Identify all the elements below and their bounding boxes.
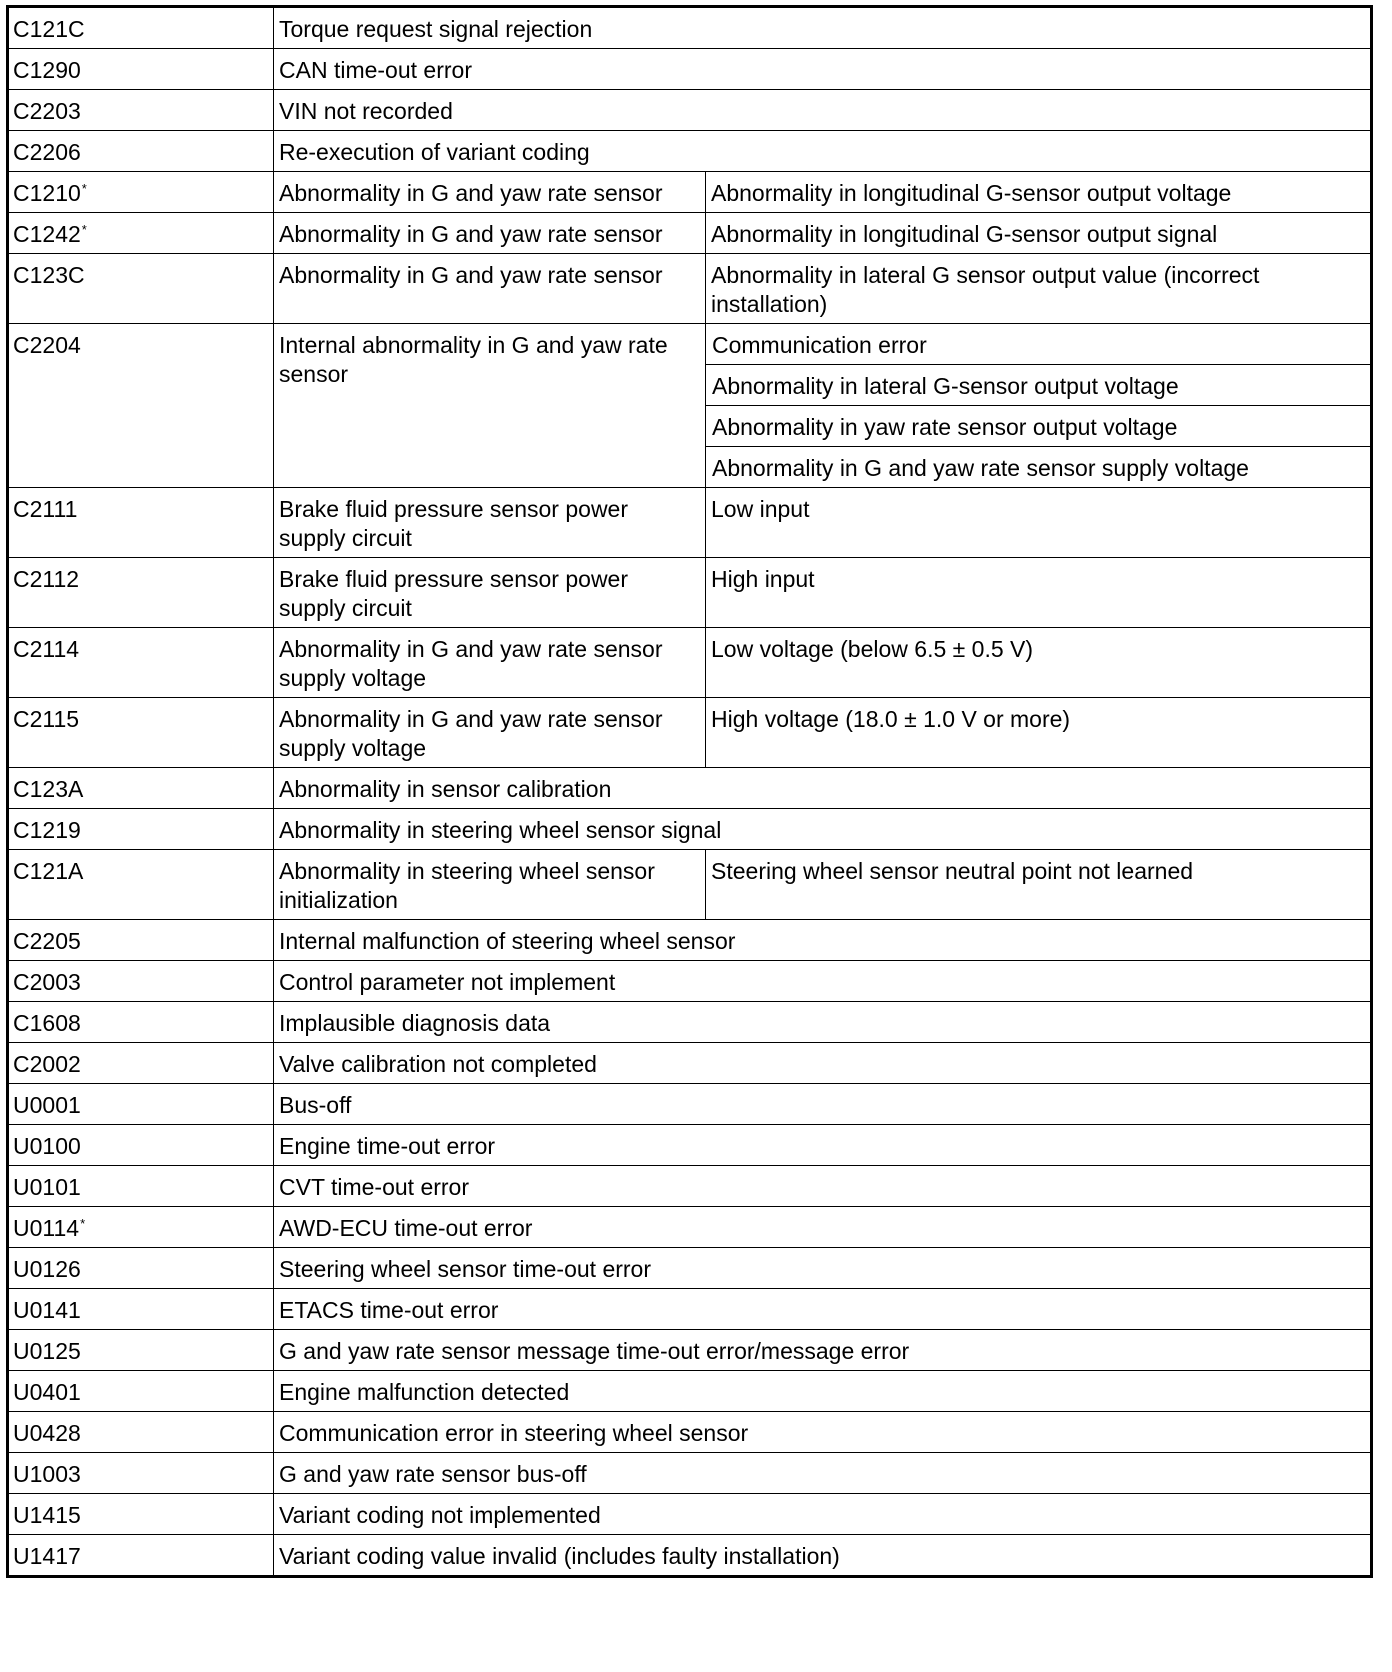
dtc-description: Steering wheel sensor time-out error (274, 1248, 1372, 1289)
dtc-code: U1415 (13, 1502, 81, 1528)
dtc-code-cell (8, 1166, 274, 1207)
dtc-description: Abnormality in steering wheel sensor signal (274, 809, 1372, 850)
dtc-code: C2204 (13, 332, 81, 358)
table-row (8, 1535, 1372, 1577)
table-row (8, 324, 1372, 488)
table-row (8, 628, 1372, 698)
dtc-code-cell (8, 131, 274, 172)
table-row (8, 254, 1372, 324)
dtc-code: C2203 (13, 98, 81, 124)
dtc-description: Torque request signal rejection (274, 7, 1372, 49)
dtc-detail: Steering wheel sensor neutral point not learned (706, 850, 1372, 920)
dtc-code: C1210 (13, 180, 81, 206)
dtc-description: VIN not recorded (274, 90, 1372, 131)
table-row (8, 49, 1372, 90)
dtc-code-cell (8, 1125, 274, 1166)
table-row (8, 1084, 1372, 1125)
dtc-code-cell (8, 213, 274, 254)
table-row (8, 1043, 1372, 1084)
table-row (8, 1330, 1372, 1371)
dtc-description: Abnormality in G and yaw rate sensor (274, 213, 706, 254)
dtc-detail-item: Abnormality in yaw rate sensor output voltage (706, 405, 1370, 446)
dtc-code-cell (8, 1207, 274, 1248)
dtc-code-footnote-mark: * (81, 181, 87, 196)
dtc-description: Internal malfunction of steering wheel sensor (274, 920, 1372, 961)
dtc-detail: Abnormality in longitudinal G-sensor output voltage (706, 172, 1372, 213)
dtc-code: C1290 (13, 57, 81, 83)
dtc-code: C2003 (13, 969, 81, 995)
dtc-description: G and yaw rate sensor bus-off (274, 1453, 1372, 1494)
dtc-description: Brake fluid pressure sensor power supply circuit (274, 488, 706, 558)
table-row (8, 850, 1372, 920)
dtc-code-cell (8, 961, 274, 1002)
dtc-description: Internal abnormality in G and yaw rate sensor (274, 324, 706, 488)
dtc-code: U0401 (13, 1379, 81, 1405)
dtc-description: Communication error in steering wheel sensor (274, 1412, 1372, 1453)
dtc-description: G and yaw rate sensor message time-out error/message error (274, 1330, 1372, 1371)
table-row (8, 809, 1372, 850)
table-row (8, 172, 1372, 213)
dtc-code: C2115 (13, 706, 80, 732)
dtc-detail: Low input (706, 488, 1372, 558)
dtc-detail: High input (706, 558, 1372, 628)
dtc-detail: Low voltage (below 6.5 ± 0.5 V) (706, 628, 1372, 698)
dtc-code-cell (8, 254, 274, 324)
dtc-description: Abnormality in G and yaw rate sensor supply voltage (274, 698, 706, 768)
dtc-description: Abnormality in steering wheel sensor initialization (274, 850, 706, 920)
dtc-description: Bus-off (274, 1084, 1372, 1125)
dtc-code-footnote-mark: * (81, 222, 87, 237)
dtc-code: C2206 (13, 139, 81, 165)
dtc-code-cell (8, 1248, 274, 1289)
dtc-detail-item: Abnormality in G and yaw rate sensor supply voltage (706, 446, 1370, 487)
dtc-code-cell (8, 90, 274, 131)
dtc-detail: High voltage (18.0 ± 1.0 V or more) (706, 698, 1372, 768)
table-row (8, 920, 1372, 961)
dtc-code-cell (8, 488, 274, 558)
dtc-code-cell (8, 1084, 274, 1125)
dtc-description: Brake fluid pressure sensor power supply circuit (274, 558, 706, 628)
dtc-code: U0114 (13, 1215, 80, 1241)
dtc-code-cell (8, 7, 274, 49)
dtc-code-cell (8, 850, 274, 920)
dtc-detail: Abnormality in longitudinal G-sensor output signal (706, 213, 1372, 254)
dtc-code-cell (8, 1453, 274, 1494)
dtc-description: CAN time-out error (274, 49, 1372, 90)
dtc-detail: Abnormality in lateral G sensor output value (incorrect installation) (706, 254, 1372, 324)
table-row (8, 558, 1372, 628)
table-row (8, 1125, 1372, 1166)
dtc-description: Control parameter not implement (274, 961, 1372, 1002)
dtc-code-cell (8, 1535, 274, 1577)
table-row (8, 213, 1372, 254)
dtc-code: C1219 (13, 817, 81, 843)
dtc-code-cell (8, 558, 274, 628)
dtc-code-footnote-mark: * (80, 1216, 86, 1231)
dtc-code-cell (8, 1043, 274, 1084)
dtc-code-cell (8, 768, 274, 809)
table-row (8, 131, 1372, 172)
dtc-code: U0428 (13, 1420, 81, 1446)
dtc-description: Variant coding not implemented (274, 1494, 1372, 1535)
table-row (8, 1289, 1372, 1330)
dtc-code-cell (8, 324, 274, 488)
dtc-code-cell (8, 172, 274, 213)
dtc-detail-item: Abnormality in lateral G-sensor output voltage (706, 364, 1370, 405)
dtc-description: Engine malfunction detected (274, 1371, 1372, 1412)
dtc-code: U1003 (13, 1461, 81, 1487)
table-row (8, 1002, 1372, 1043)
table-row (8, 961, 1372, 1002)
dtc-code: C2112 (13, 566, 80, 592)
dtc-description: CVT time-out error (274, 1166, 1372, 1207)
dtc-code: C1242 (13, 221, 81, 247)
dtc-detail-item: Communication error (712, 332, 927, 358)
dtc-description: Abnormality in sensor calibration (274, 768, 1372, 809)
dtc-code-cell (8, 809, 274, 850)
dtc-code: C2111 (13, 496, 78, 522)
table-row (8, 768, 1372, 809)
dtc-detail-list (706, 324, 1370, 487)
dtc-description: AWD-ECU time-out error (274, 1207, 1372, 1248)
dtc-code: C2002 (13, 1051, 81, 1077)
dtc-code-cell (8, 1002, 274, 1043)
dtc-code: U0141 (13, 1297, 81, 1323)
dtc-description: Abnormality in G and yaw rate sensor supply voltage (274, 628, 706, 698)
dtc-code: C121A (13, 858, 84, 884)
dtc-code: U0126 (13, 1256, 81, 1282)
dtc-description: Engine time-out error (274, 1125, 1372, 1166)
dtc-code: C123C (13, 262, 85, 288)
dtc-code-cell (8, 1494, 274, 1535)
dtc-code-cell (8, 1371, 274, 1412)
dtc-code: U0100 (13, 1133, 81, 1159)
dtc-table-body (8, 7, 1372, 1577)
table-row (8, 1166, 1372, 1207)
dtc-code: C121C (13, 16, 85, 42)
table-row (8, 1248, 1372, 1289)
dtc-code-cell (8, 628, 274, 698)
dtc-code: C2114 (13, 636, 80, 662)
table-row (8, 90, 1372, 131)
dtc-code-cell (8, 698, 274, 768)
dtc-code: U1417 (13, 1543, 81, 1569)
table-row (8, 1412, 1372, 1453)
dtc-detail-group (706, 324, 1372, 488)
table-row (8, 698, 1372, 768)
table-row (8, 7, 1372, 49)
dtc-code-cell (8, 1289, 274, 1330)
dtc-description: Variant coding value invalid (includes faulty installation) (274, 1535, 1372, 1577)
dtc-description: Re-execution of variant coding (274, 131, 1372, 172)
dtc-code-cell (8, 1412, 274, 1453)
dtc-code: C123A (13, 776, 84, 802)
dtc-code: U0101 (13, 1174, 81, 1200)
dtc-description: Implausible diagnosis data (274, 1002, 1372, 1043)
dtc-code-cell (8, 49, 274, 90)
dtc-code: U0001 (13, 1092, 81, 1118)
dtc-description: Abnormality in G and yaw rate sensor (274, 254, 706, 324)
table-row (8, 1453, 1372, 1494)
table-row (8, 1207, 1372, 1248)
dtc-description: ETACS time-out error (274, 1289, 1372, 1330)
dtc-table (6, 5, 1373, 1578)
dtc-code-cell (8, 1330, 274, 1371)
dtc-description: Valve calibration not completed (274, 1043, 1372, 1084)
table-row (8, 488, 1372, 558)
dtc-code: U0125 (13, 1338, 81, 1364)
dtc-code: C2205 (13, 928, 81, 954)
dtc-code-cell (8, 920, 274, 961)
dtc-code: C1608 (13, 1010, 81, 1036)
table-row (8, 1371, 1372, 1412)
dtc-description: Abnormality in G and yaw rate sensor (274, 172, 706, 213)
table-row (8, 1494, 1372, 1535)
